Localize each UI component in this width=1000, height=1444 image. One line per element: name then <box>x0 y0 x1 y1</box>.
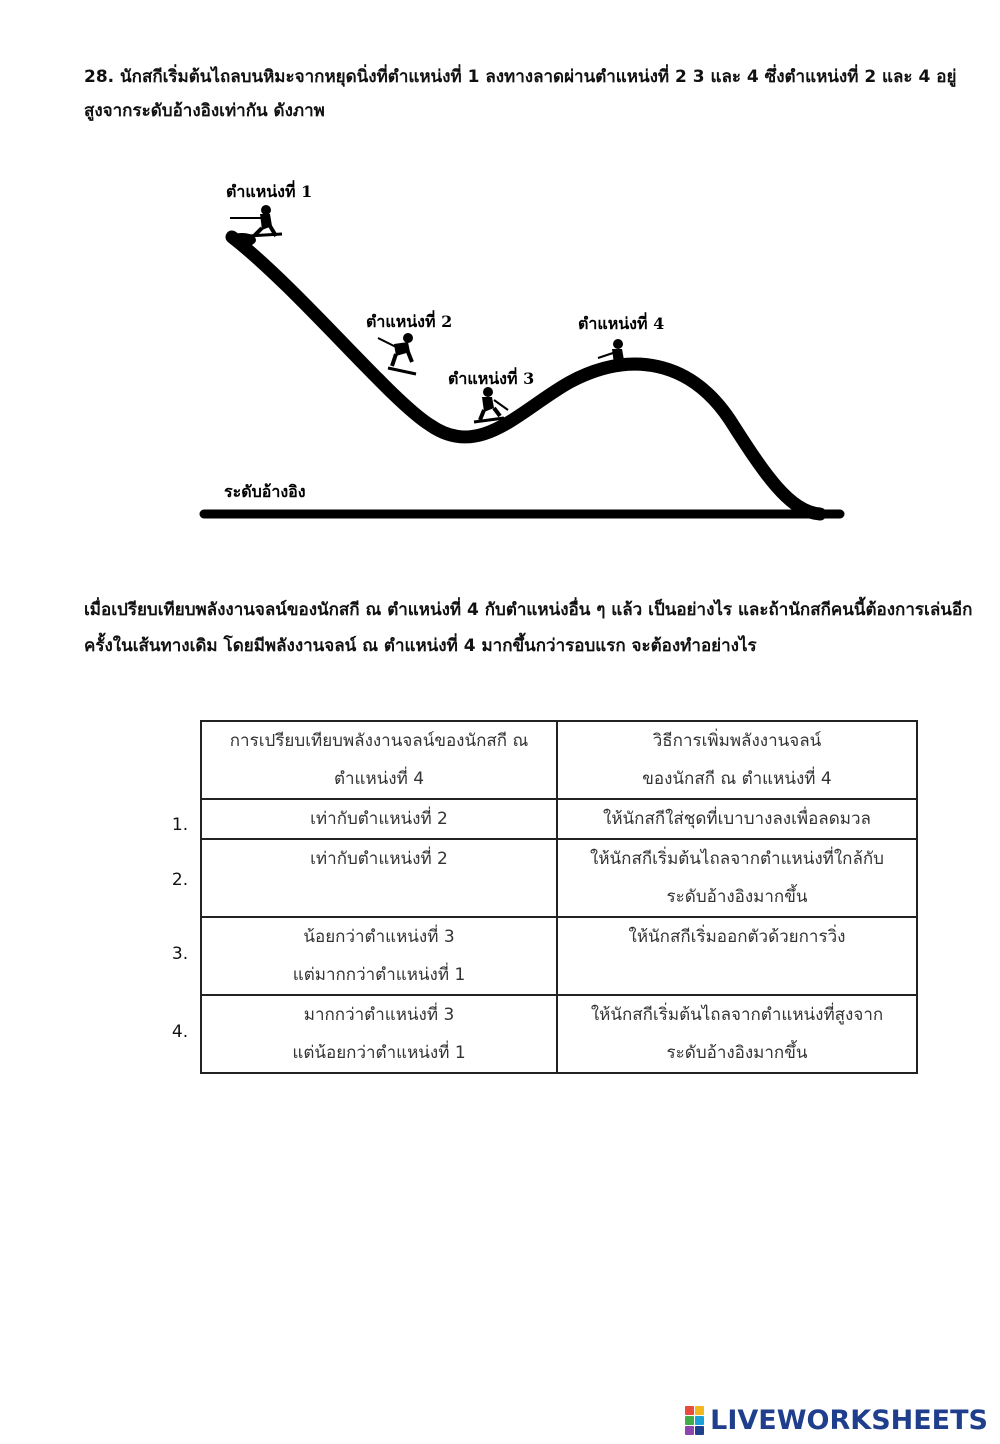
option-1-method-line1: ให้นักสกีใส่ชุดที่เบาบางลงเพื่อลดมวล <box>603 809 871 829</box>
label-reference-level: ระดับอ้างอิง <box>224 482 306 501</box>
label-position-4: ตำแหน่งที่ 4 <box>578 314 665 333</box>
option-3-compare-line1: น้อยกว่าตำแหน่งที่ 3 <box>303 927 455 947</box>
label-position-3: ตำแหน่งที่ 3 <box>448 369 535 388</box>
option-number-3[interactable]: 3. <box>171 944 189 964</box>
option-2-compare-line1: เท่ากับตำแหน่งที่ 2 <box>310 849 448 869</box>
header-method-line1: วิธีการเพิ่มพลังงานจลน์ <box>652 731 822 751</box>
option-2-method <box>557 839 917 917</box>
option-number-4[interactable]: 4. <box>171 1022 189 1042</box>
question-text: 28. นักสกีเริ่มต้นไถลบนหิมะจากหยุดนิ่งที่ตำแหน่งที่ 1 ลงทางลาดผ่านตำแหน่งที่ 2 3 และ 4 ซึ่งตำแหน่งที่ 2 และ 4 อยู่สูงจากระดับอ้างอิงเท่ากัน ดังภาพ <box>84 67 957 121</box>
ski-slope-figure <box>190 160 850 540</box>
header-method-line2: ของนักสกี ณ ตำแหน่งที่ 4 <box>642 769 832 789</box>
prompt-text: เมื่อเปรียบเทียบพลังงานจลน์ของนักสกี ณ ตำแหน่งที่ 4 กับตำแหน่งอื่น ๆ แล้ว เป็นอย่างไร และถ้านักสกีคนนี้ต้องการเล่นอีกครั้งในเส้นทางเดิม โดยมีพลังงานจลน์ ณ ตำแหน่งที่ 4 มากขึ้นกว่ารอบแรก จะต้องทำอย่างไร <box>84 600 973 656</box>
option-2-compare <box>201 839 557 917</box>
option-number-1[interactable]: 1. <box>171 815 189 835</box>
table-row[interactable] <box>201 995 917 1073</box>
label-position-2: ตำแหน่งที่ 2 <box>366 312 453 331</box>
option-4-method-line2: ระดับอ้างอิงมากขึ้น <box>666 1043 808 1063</box>
table-row[interactable] <box>201 799 917 839</box>
option-4-compare-line1: มากกว่าตำแหน่งที่ 3 <box>303 1005 455 1025</box>
table-header-row <box>201 721 917 799</box>
option-1-compare-line1: เท่ากับตำแหน่งที่ 2 <box>310 809 448 829</box>
header-compare-line1: การเปรียบเทียบพลังงานจลน์ของนักสกี ณ <box>229 731 529 751</box>
option-number-2[interactable]: 2. <box>171 870 189 890</box>
option-1-method <box>557 799 917 839</box>
header-method <box>557 721 917 799</box>
label-position-1: ตำแหน่งที่ 1 <box>226 182 313 201</box>
table-row[interactable] <box>201 917 917 995</box>
option-3-method <box>557 917 917 995</box>
skier-icon-2 <box>378 333 416 374</box>
table-row[interactable] <box>201 839 917 917</box>
option-2-method-line2: ระดับอ้างอิงมากขึ้น <box>666 887 808 907</box>
option-3-compare-line2: แต่มากกว่าตำแหน่งที่ 1 <box>292 965 466 985</box>
option-4-method <box>557 995 917 1073</box>
logo-text: LIVEWORKSHEETS <box>710 1404 988 1436</box>
option-1-compare <box>201 799 557 839</box>
option-4-compare-line2: แต่น้อยกว่าตำแหน่งที่ 1 <box>292 1043 466 1063</box>
header-compare <box>201 721 557 799</box>
skier-icon-1 <box>230 205 282 236</box>
option-4-method-line1: ให้นักสกีเริ่มต้นไถลจากตำแหน่งที่สูงจาก <box>590 1005 884 1025</box>
liveworksheets-logo[interactable] <box>685 1402 988 1438</box>
option-3-method-line1: ให้นักสกีเริ่มออกตัวด้วยการวิ่ง <box>628 927 846 947</box>
option-4-compare <box>201 995 557 1073</box>
header-compare-line2: ตำแหน่งที่ 4 <box>333 769 425 789</box>
option-3-method-spacer <box>570 956 904 994</box>
liveworksheets-logo-icon <box>685 1406 704 1435</box>
answer-table <box>200 720 918 1074</box>
option-3-compare <box>201 917 557 995</box>
option-2-method-line1: ให้นักสกีเริ่มต้นไถลจากตำแหน่งที่ใกล้กับ <box>590 849 884 869</box>
skier-icon-3 <box>474 387 508 422</box>
